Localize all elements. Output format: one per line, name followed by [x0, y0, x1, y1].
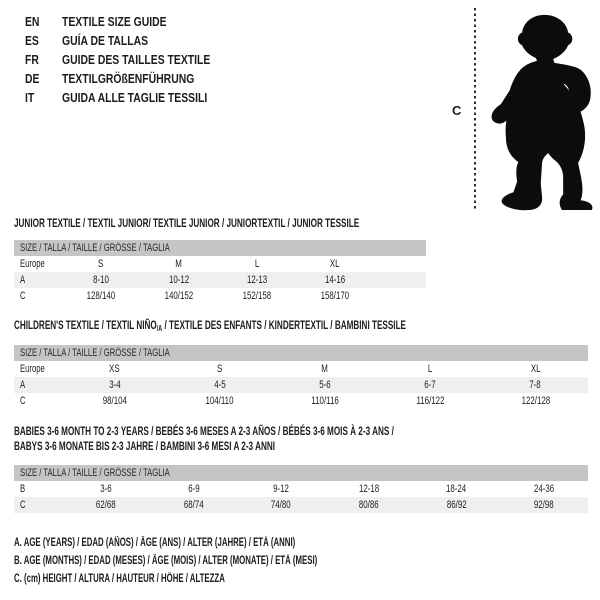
table-row-height	[14, 393, 588, 409]
height-cell: 140/152	[164, 290, 194, 302]
months-cell: 9-12	[273, 483, 290, 495]
row-label: Europe	[20, 258, 45, 270]
language-row-it	[25, 88, 247, 107]
row-label: C	[20, 290, 26, 302]
footnotes	[14, 534, 460, 588]
table-row-age	[14, 272, 426, 288]
language-row-de	[25, 69, 247, 88]
footnote-c: C. (cm) HEIGHT / ALTURA / HAUTEUR / HÖHE / ALTEZZA	[14, 573, 225, 585]
language-label: TEXTILE SIZE GUIDE	[62, 14, 167, 29]
age-cell: 5-6	[319, 379, 331, 391]
language-code: IT	[25, 90, 35, 105]
age-cell: 14-16	[324, 274, 346, 286]
footnote-b: B. AGE (MONTHS) / EDAD (MESES) / ÂGE (MOIS) / ALTER (MONATE) / ETÀ (MESI)	[14, 555, 318, 567]
size-cell: L	[254, 258, 260, 270]
height-cell: 80/86	[358, 499, 379, 511]
language-row-en	[25, 12, 247, 31]
language-list	[25, 12, 247, 107]
size-cell: M	[321, 363, 329, 375]
language-row-fr	[25, 50, 247, 69]
language-code: EN	[25, 14, 40, 29]
table-row-age	[14, 377, 588, 393]
row-label: C	[20, 499, 26, 511]
height-cell: 110/116	[311, 395, 339, 407]
height-cell: 62/68	[95, 499, 116, 511]
height-cell: 152/158	[242, 290, 272, 302]
height-cell: 116/122	[416, 395, 445, 407]
row-label: Europe	[20, 363, 45, 375]
months-cell: 3-6	[100, 483, 112, 495]
junior-size-table	[14, 240, 426, 304]
table-row-europe	[14, 256, 426, 272]
table-row-europe	[14, 361, 588, 377]
age-cell: 4-5	[214, 379, 226, 391]
size-cell: L	[427, 363, 433, 375]
table-row-height	[14, 497, 588, 513]
language-label: GUIDA ALLE TAGLIE TESSILI	[62, 90, 208, 105]
height-cell: 128/140	[86, 290, 116, 302]
size-cell: S	[217, 363, 223, 375]
size-header-bar: SIZE / TALLA / TAILLE / GRÖSSE / TAGLIA	[14, 465, 588, 481]
size-cell: S	[98, 258, 104, 270]
language-code: DE	[25, 71, 40, 86]
language-row-es	[25, 31, 247, 50]
section-title-junior: JUNIOR TEXTILE / TEXTIL JUNIOR/ TEXTILE JUNIOR / JUNIORTEXTIL / JUNIOR TESSILE	[14, 216, 360, 230]
height-cell: 98/104	[102, 395, 127, 407]
row-label: C	[20, 395, 26, 407]
size-cell: M	[175, 258, 183, 270]
children-size-table	[14, 345, 588, 409]
height-cell: 92/98	[534, 499, 555, 511]
language-label: TEXTILGRÖßENFÜHRUNG	[62, 71, 195, 86]
height-measure-dashed-line	[474, 8, 476, 210]
height-cell: 68/74	[183, 499, 204, 511]
row-label: A	[20, 274, 26, 286]
language-code: ES	[25, 33, 39, 48]
size-cell: XL	[530, 363, 541, 375]
months-cell: 18-24	[446, 483, 467, 495]
title-subscript: /A	[156, 324, 163, 333]
footnote-a: A. AGE (YEARS) / EDAD (AÑOS) / ÂGE (ANS) / ALTER (JAHRE) / ETÀ (ANNI)	[14, 537, 296, 549]
table-row-months	[14, 481, 588, 497]
months-cell: 6-9	[187, 483, 200, 495]
language-label: GUIDE DES TAILLES TEXTILE	[62, 52, 211, 67]
size-cell: XL	[330, 258, 340, 270]
age-cell: 3-4	[108, 379, 121, 391]
size-header-bar: SIZE / TALLA / TAILLE / GRÖSSE / TAGLIA	[14, 345, 588, 361]
age-cell: 7-8	[529, 379, 542, 391]
section-title-children: CHILDREN'S TEXTILE / TEXTIL $NIÑO_{/A}$ / TEXTILE DES ENFANTS / KINDERTEXTIL / BAMBINI TESSILE	[14, 318, 406, 333]
size-header-bar: SIZE / TALLA / TAILLE / GRÖSSE / TAGLIA	[14, 240, 426, 256]
language-code: FR	[25, 52, 39, 67]
height-cell: 122/128	[521, 395, 550, 407]
months-cell: 12-18	[358, 483, 379, 495]
babies-size-table	[14, 465, 588, 513]
table-row-height	[14, 288, 426, 304]
baby-silhouette-icon	[486, 6, 598, 212]
age-cell: 10-12	[168, 274, 190, 286]
months-cell: 24-36	[534, 483, 555, 495]
row-label: A	[20, 379, 26, 391]
height-cell: 74/80	[271, 499, 292, 511]
height-measure-label: C	[452, 103, 462, 118]
height-cell: 158/170	[320, 290, 350, 302]
age-cell: 12-13	[246, 274, 268, 286]
age-cell: 6-7	[424, 379, 436, 391]
language-label: GUÍA DE TALLAS	[62, 33, 149, 48]
size-cell: XS	[109, 363, 120, 375]
row-label: B	[20, 483, 26, 495]
section-title-babies: BABIES 3-6 MONTH TO 2-3 YEARS / BEBÉS 3-6 MESES A 2-3 AÑOS / BÉBÉS 3-6 MOIS À 2-3 ANS / BABYS 3-6 MONATE BIS 2-3 JAHRE / BAMBINI 3-6 MESI A 2-3 ANNI	[14, 424, 394, 453]
age-cell: 8-10	[93, 274, 109, 286]
height-cell: 104/110	[205, 395, 234, 407]
height-cell: 86/92	[446, 499, 467, 511]
